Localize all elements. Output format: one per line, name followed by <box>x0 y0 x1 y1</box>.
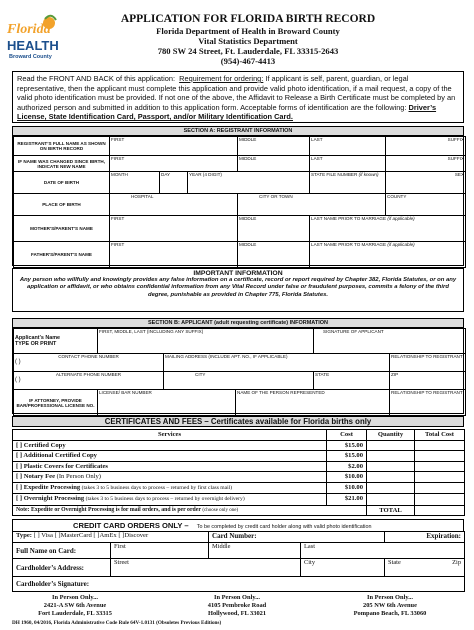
full-name-label-cell <box>13 543 111 559</box>
zip-b-caption: ZIP <box>391 372 399 377</box>
instructions-box <box>12 71 464 123</box>
office-line1: In Person Only... <box>214 594 260 601</box>
license-field[interactable] <box>98 390 236 416</box>
middle-caption: MIDDLE <box>239 156 257 161</box>
office-line1: In Person Only... <box>52 594 98 601</box>
relationship-only-caption: RELATIONSHIP TO REGISTRANT <box>391 390 463 395</box>
suffix-caption: SUFFIX <box>447 137 465 142</box>
fee-checkbox-plastic[interactable] <box>13 461 327 472</box>
fee-cost: $10.00 <box>327 482 367 494</box>
office-pompano <box>330 594 450 619</box>
fee-note-cell <box>13 505 367 516</box>
street-caption: Street <box>114 559 129 566</box>
card-last-field[interactable] <box>301 543 465 559</box>
applicant-name-label <box>14 329 98 354</box>
applicant-name-row <box>14 329 466 354</box>
applicant-caption: Applicant’s Name <box>15 335 61 341</box>
fee-qty-field[interactable] <box>367 494 415 506</box>
hospital-caption: HOSPITAL <box>131 194 154 199</box>
office-line2: 2421-A SW 6th Avenue <box>43 602 107 610</box>
credit-subtitle: To be completed by credit card holder along with valid photo identification <box>196 524 372 530</box>
middle-caption: MIDDLE <box>239 242 257 247</box>
fee-qty-field[interactable] <box>367 451 415 462</box>
first-caption: FIRST <box>111 216 125 221</box>
applicant-name-field[interactable] <box>98 329 314 354</box>
fee-row-certified <box>13 440 465 451</box>
registrant-last-field[interactable] <box>310 137 386 156</box>
signature-label: Cardholder’s Signature: <box>16 580 90 588</box>
form-title: APPLICATION FOR FLORIDA BIRTH RECORD <box>120 13 376 25</box>
header-address: 780 SW 24 Street, Ft. Lauderdale, FL 33315-2643 <box>157 46 339 56</box>
applicant-table <box>13 328 466 416</box>
fee-total-field[interactable] <box>415 451 465 462</box>
office-fort-lauderdale <box>20 594 130 619</box>
father-row <box>14 242 466 268</box>
pob-row <box>14 194 466 216</box>
mother-label: MOTHER'S/PARENT'S NAME <box>14 216 110 242</box>
fee-row-plastic <box>13 461 465 472</box>
mother-row <box>14 216 466 242</box>
registrant-table <box>13 136 466 268</box>
first-caption: First <box>114 543 126 550</box>
expiration-field[interactable] <box>385 532 465 543</box>
mother-middle-field[interactable] <box>238 216 310 242</box>
logo-word-florida: Florida <box>7 22 51 37</box>
fee-cost: $15.00 <box>327 451 367 462</box>
card-type-row <box>13 532 465 543</box>
city-b-field[interactable] <box>164 372 314 390</box>
card-middle-field[interactable] <box>209 543 301 559</box>
logo-word-county: Broward County <box>9 54 52 60</box>
instructions-requirement: Requirement for ordering: <box>179 74 264 83</box>
state-caption: State <box>388 559 401 566</box>
fee-checkbox-expedite[interactable] <box>13 482 327 494</box>
day-caption: DAY <box>161 172 171 177</box>
first-caption: FIRST <box>111 156 125 161</box>
fee-qty-field[interactable] <box>367 440 415 451</box>
section-a <box>12 126 464 266</box>
fee-label: [ ] Additional Certified Copy <box>16 452 97 459</box>
instructions-body: If applicant is self, parent, guardian, or legal representative, then the applicant must complete this application and provide valid photo identification, if a mail request, a copy of the valid photo identification must be provided. If not one of the above, the Affidavit to Release a Birth Certificate must be completed by an authorized person and submitted in addition to this application form. Acceptable forms of identification are the following: <box>17 74 456 112</box>
attorney-label: IF ATTORNEY, PROVIDE BAR/PROFESSIONAL LICENSE NO. <box>14 390 98 416</box>
address-label: Cardholder’s Address: <box>16 563 84 572</box>
registrant-name-row <box>14 137 466 156</box>
office-line3: Hollywood, FL 33021 <box>207 610 267 618</box>
last-caption: LAST <box>311 137 323 142</box>
full-name-label: Full Name on Card: <box>16 546 77 555</box>
card-address-row <box>13 559 465 577</box>
fee-checkbox-notary[interactable] <box>13 472 327 483</box>
credit-title-bar <box>12 519 464 531</box>
expiration-label: Expiration: <box>426 532 462 540</box>
if-applicable-note: (if applicable) <box>387 242 415 247</box>
section-b-title: SECTION B: APPLICANT (adult requesting certificate) INFORMATION <box>13 319 463 328</box>
registrant-middle-field[interactable] <box>238 137 310 156</box>
fee-note: (takes 3 to 5 business days to process – returned by first class mail) <box>81 484 233 491</box>
first-caption: FIRST <box>111 137 125 142</box>
fee-cost: $21.00 <box>327 494 367 506</box>
changed-name-label: IF NAME WAS CHANGED SINCE BIRTH, INDICATE NEW NAME <box>14 156 110 172</box>
important-title: IMPORTANT INFORMATION <box>193 270 283 277</box>
alt-paren: ( ) <box>15 377 21 383</box>
sex-field[interactable] <box>386 172 466 194</box>
sfn-caption: STATE FILE NUMBER <box>311 172 358 177</box>
office-line2: 4105 Pembroke Road <box>207 602 267 610</box>
month-caption: MONTH <box>111 172 128 177</box>
father-last-field[interactable] <box>310 242 466 268</box>
father-label: FATHER'S/PARENT'S NAME <box>14 242 110 268</box>
middle-caption: MIDDLE <box>239 216 257 221</box>
middle-caption: MIDDLE <box>239 137 257 142</box>
type-print-caption: TYPE OR PRINT <box>15 341 57 347</box>
contact-paren: ( ) <box>15 359 21 365</box>
alt-phone-field[interactable] <box>14 372 164 390</box>
middle-caption: Middle <box>212 543 231 550</box>
state-b-caption: STATE <box>315 372 330 377</box>
card-signature-row <box>13 577 465 592</box>
last-prior-caption: LAST NAME PRIOR TO MARRIAGE <box>311 242 387 247</box>
fee-label: [ ] Expedite Processing <box>16 483 81 491</box>
name-cols-caption: FIRST, MIDDLE, LAST (INCLUDING ANY SUFFIX) <box>99 329 204 334</box>
fee-checkbox-overnight[interactable] <box>13 494 327 506</box>
fee-qty-field[interactable] <box>367 461 415 472</box>
license-caption: LICENSE/ BAR NUMBER <box>99 390 152 395</box>
contact-caption: CONTACT PHONE NUMBER <box>58 354 119 359</box>
office-hollywood <box>182 594 292 619</box>
last-prior-caption: LAST NAME PRIOR TO MARRIAGE <box>311 216 387 221</box>
fees-table <box>12 429 465 516</box>
fee-qty-field[interactable] <box>367 472 415 483</box>
city-caption: CITY OR TOWN <box>259 194 293 199</box>
fee-total-field[interactable] <box>415 494 465 506</box>
credit-title: CREDIT CARD ORDERS ONLY – <box>73 521 189 530</box>
form-footer: DH 1960, 04/2016, Florida Administrative Code Rule 64V-1.0131 (Obsoletes Previous Editions) <box>12 620 222 626</box>
relationship-caption: RELATIONSHIP TO REGISTRANT <box>391 354 463 359</box>
col-services: Services <box>13 430 327 441</box>
sfn-note: (if known) <box>358 172 379 177</box>
changed-last-field[interactable] <box>310 156 386 172</box>
florida-health-logo <box>5 14 67 66</box>
city-caption: City <box>304 559 316 566</box>
fee-note: (In Person Only) <box>56 473 101 480</box>
applicant-signature-field[interactable] <box>314 329 466 354</box>
logo-word-health: HEALTH <box>7 38 59 53</box>
relationship-only-field[interactable] <box>390 390 466 416</box>
fee-cost: $15.00 <box>327 440 367 451</box>
fee-label: [ ] Overnight Processing <box>16 495 85 502</box>
suffix-caption: SUFFIX <box>447 156 465 161</box>
alt-phone-row <box>14 372 466 390</box>
changed-name-row <box>14 156 466 172</box>
dob-label: DATE OF BIRTH <box>14 172 110 194</box>
address-label-cell <box>13 559 111 577</box>
fee-note: (takes 3 to 5 business days to process – returned by overnight delivery) <box>85 496 245 502</box>
fee-row-additional <box>13 451 465 462</box>
zip-b-field[interactable] <box>390 372 466 390</box>
fee-note-small: (choose only one) <box>202 507 239 513</box>
instructions-lead: Read the FRONT AND BACK of this application: <box>17 74 176 83</box>
card-street-field[interactable] <box>111 559 301 577</box>
last-caption: Last <box>304 543 316 550</box>
section-a-title: SECTION A: REGISTRANT INFORMATION <box>13 127 463 136</box>
visa-checkbox[interactable]: [ ] Visa <box>33 532 53 539</box>
mailing-caption: MAILING ADDRESS (INCLUDE APT. NO., IF APPLICABLE) <box>165 354 288 359</box>
card-name-row <box>13 543 465 559</box>
card-first-field[interactable] <box>111 543 209 559</box>
contact-row <box>14 354 466 372</box>
alt-caption: ALTERNATE PHONE NUMBER <box>55 372 122 377</box>
mother-first-field[interactable] <box>110 216 238 242</box>
amex-checkbox[interactable]: [ ]AmEx <box>93 532 117 539</box>
if-applicable-note: (if applicable) <box>387 216 415 221</box>
card-state-zip-field[interactable] <box>385 559 465 577</box>
dob-month-field[interactable] <box>110 172 160 194</box>
fee-total-field[interactable] <box>415 472 465 483</box>
card-number-label: Card Number: <box>212 532 257 540</box>
section-b <box>12 318 464 414</box>
type-label: Type: <box>16 532 32 539</box>
fee-total-field[interactable] <box>415 482 465 494</box>
header-dept: Florida Department of Health in Broward County <box>156 26 340 36</box>
header-phone: (954)-467-4413 <box>220 56 276 66</box>
instructions-ids: Driver’s License, State Identification Card, Passport, and/or Military Identification Card. <box>17 102 437 122</box>
signature-caption: SIGNATURE OF APPLICANT <box>323 329 384 334</box>
office-line3: Pompano Beach, FL 33060 <box>353 610 427 618</box>
dob-year-field[interactable] <box>188 172 310 194</box>
father-first-field[interactable] <box>110 242 238 268</box>
fee-label: [ ] Notary Fee <box>16 473 55 480</box>
state-b-field[interactable] <box>314 372 390 390</box>
father-middle-field[interactable] <box>238 242 310 268</box>
total-label: TOTAL <box>367 505 415 516</box>
last-caption: LAST <box>311 156 323 161</box>
fees-title: CERTIFICATES AND FEES – Certificates available for Florida births only <box>12 416 464 427</box>
registrant-suffix-field[interactable] <box>386 137 466 156</box>
important-box <box>12 268 464 312</box>
zip-caption: Zip <box>452 559 462 566</box>
registrant-name-label: REGISTRANT’S FULL NAME AS SHOWN ON BIRTH RECORD <box>14 137 110 156</box>
pob-label: PLACE OF BIRTH <box>14 194 110 216</box>
fee-note-text: Note: Expedite or Overnight Processing is for mail orders, and is per order <box>16 506 201 513</box>
mother-last-field[interactable] <box>310 216 466 242</box>
fee-total-field[interactable] <box>415 461 465 472</box>
contact-phone-field[interactable] <box>14 354 164 372</box>
header-office: Vital Statistics Department <box>198 36 298 46</box>
card-number-field[interactable] <box>209 532 385 543</box>
dob-day-field[interactable] <box>160 172 188 194</box>
hospital-field[interactable] <box>110 194 238 216</box>
relationship-field[interactable] <box>390 354 466 372</box>
col-cost: Cost <box>327 430 367 441</box>
state-file-number-field[interactable] <box>310 172 386 194</box>
fee-checkbox-additional[interactable] <box>13 451 327 462</box>
fee-total-field[interactable] <box>415 440 465 451</box>
fee-note-row <box>13 505 465 516</box>
county-caption: COUNTY <box>387 194 407 199</box>
col-total: Total Cost <box>415 430 465 441</box>
fee-row-notary <box>13 472 465 483</box>
discover-checkbox[interactable]: [ ]Discover <box>118 532 149 539</box>
mailing-address-field[interactable] <box>164 354 390 372</box>
changed-middle-field[interactable] <box>238 156 310 172</box>
fee-row-expedite <box>13 482 465 494</box>
grand-total-field[interactable] <box>415 505 465 516</box>
fee-label: [ ] Certified Copy <box>16 441 66 449</box>
office-line2: 205 NW 6th Avenue <box>363 602 417 610</box>
person-caption: NAME OF THE PERSON REPRESENTED <box>237 390 325 395</box>
fee-cost: $10.00 <box>327 472 367 483</box>
fee-checkbox-certified[interactable] <box>13 440 327 451</box>
dob-row <box>14 172 466 194</box>
year-caption: YEAR (4 DIGIT) <box>189 172 222 177</box>
person-represented-field[interactable] <box>236 390 390 416</box>
fee-cost: $2.00 <box>327 461 367 472</box>
fee-qty-field[interactable] <box>367 482 415 494</box>
credit-table <box>12 531 465 592</box>
fee-row-overnight <box>13 494 465 506</box>
card-signature-field[interactable] <box>13 577 465 592</box>
city-field[interactable] <box>238 194 386 216</box>
registrant-first-field[interactable] <box>110 137 238 156</box>
sex-caption: SEX <box>454 172 465 177</box>
card-type-cell <box>13 532 209 543</box>
important-text: Any person who willfully and knowingly provides any false information on a certificate, record or report required by Chapter 382, Florida Statutes, or on any application or affidavit, or who obtains confidential information from any Vital Record under false or fraudulent purposes, commits a felony of the third degree, punishable as provided in Chapter 775, Florida Statutes. <box>19 277 457 298</box>
col-quantity: Quantity <box>367 430 415 441</box>
fee-label: [ ] Plastic Covers for Certificates <box>16 462 108 470</box>
mastercard-checkbox[interactable]: [ ]MasterCard <box>54 532 92 539</box>
fees-header-row <box>13 430 465 441</box>
changed-first-field[interactable] <box>110 156 238 172</box>
office-line1: In Person Only... <box>367 594 413 601</box>
card-city-field[interactable] <box>301 559 385 577</box>
changed-suffix-field[interactable] <box>386 156 466 172</box>
city-b-caption: CITY <box>195 372 206 377</box>
attorney-row <box>14 390 466 416</box>
office-line3: Fort Lauderdale, FL 33315 <box>38 610 112 618</box>
first-caption: FIRST <box>111 242 125 247</box>
county-field[interactable] <box>386 194 466 216</box>
